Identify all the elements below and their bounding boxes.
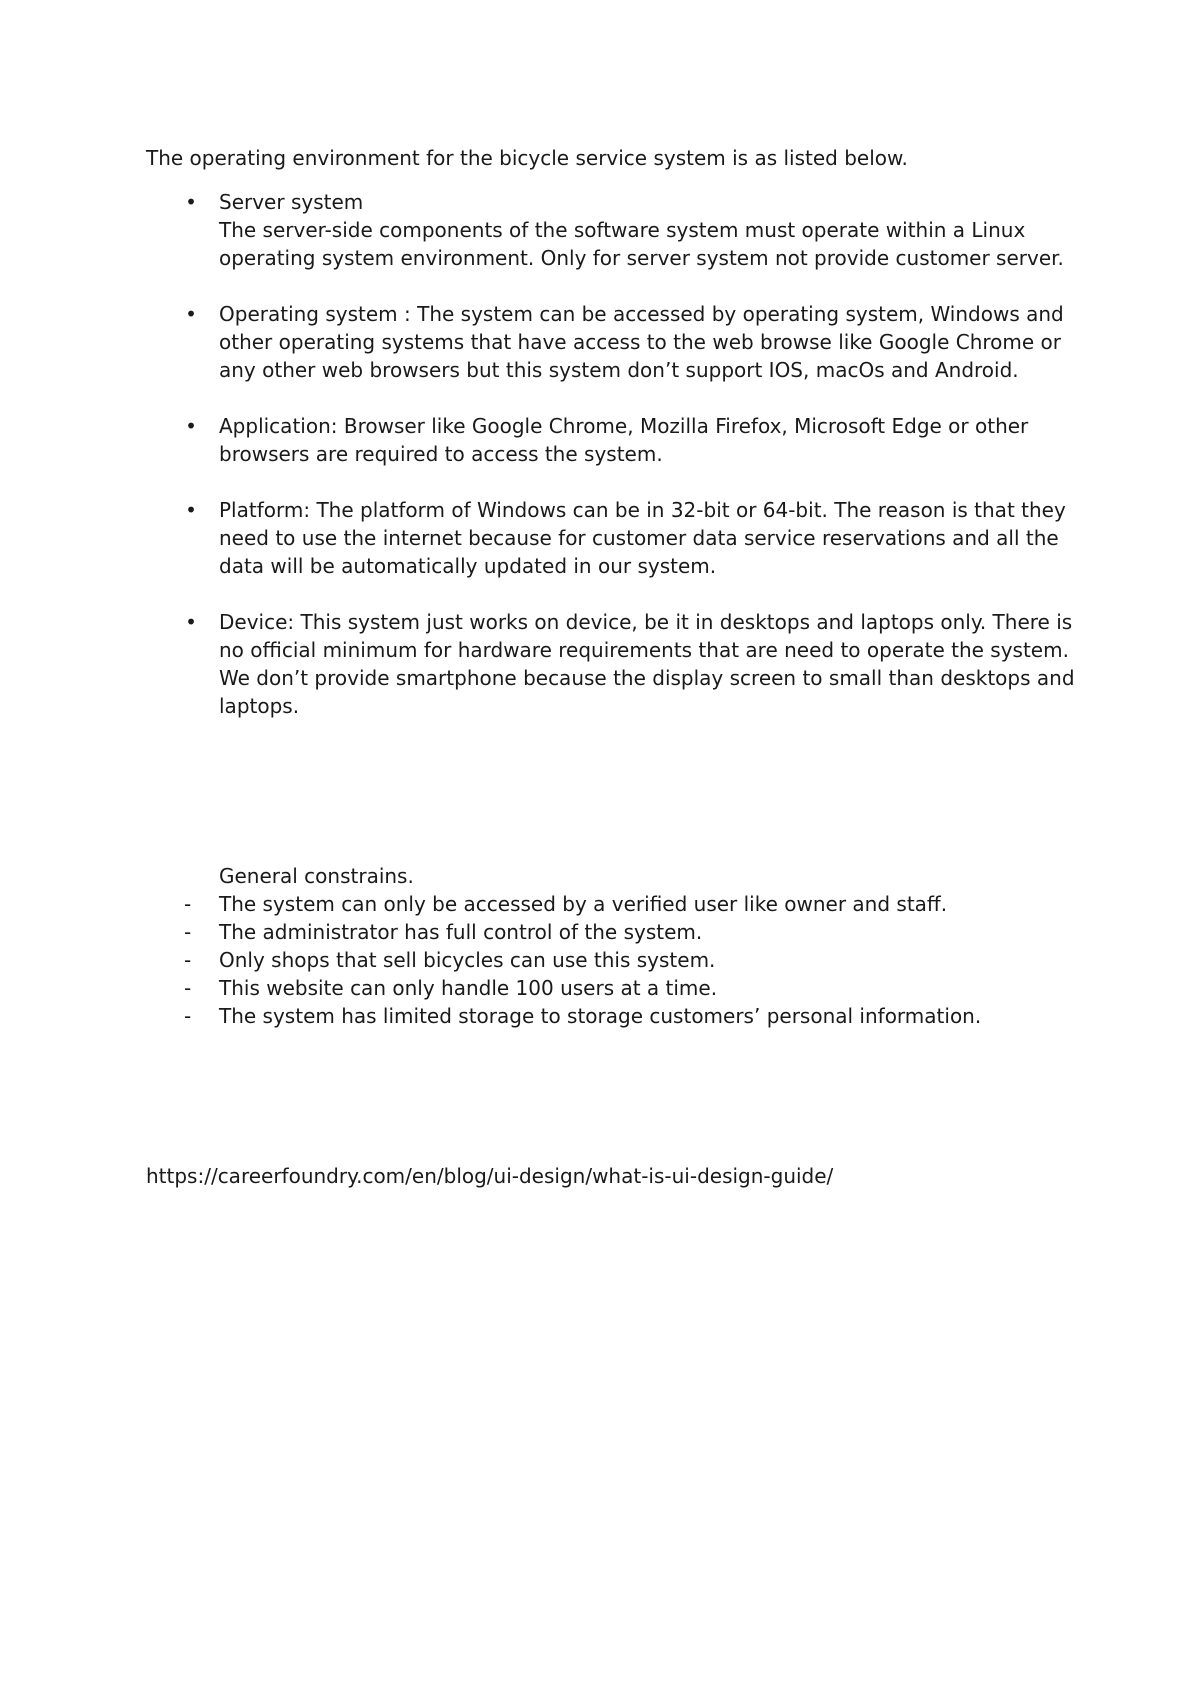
constraints-heading: General constrains.	[219, 864, 414, 888]
bullet-item-platform	[146, 496, 1076, 580]
constraint-text: The system has limited storage to storage customers’ personal information.	[219, 1004, 982, 1028]
dash-icon: -	[184, 976, 192, 1000]
bullet-text: Operating system : The system can be accessed by operating system, Windows and other operating systems that have access to the web browse like Google Chrome or any other web browsers but this system don’t support IOS, macOs and Android.	[219, 302, 1064, 382]
bullet-item-operating-system	[146, 300, 1076, 384]
constraint-item	[146, 974, 1076, 1002]
dash-icon: -	[184, 920, 192, 944]
dash-icon: -	[184, 892, 192, 916]
constraint-item	[146, 946, 1076, 974]
bullet-icon: •	[185, 302, 197, 326]
bullet-text: Application: Browser like Google Chrome, Mozilla Firefox, Microsoft Edge or other browsers are required to access the system.	[219, 414, 1029, 466]
bullet-item-server-system	[146, 188, 1076, 272]
bullet-item-device	[146, 608, 1076, 720]
intro-paragraph: The operating environment for the bicycle service system is as listed below.	[146, 146, 908, 170]
constraint-item	[146, 1002, 1076, 1030]
bullet-text: Platform: The platform of Windows can be in 32-bit or 64-bit. The reason is that they need to use the internet because for customer data service reservations and all the data will be automatically updated in our system.	[219, 498, 1066, 578]
reference-link[interactable]: https://careerfoundry.com/en/blog/ui-design/what-is-ui-design-guide/	[146, 1164, 834, 1188]
bullet-item-application	[146, 412, 1076, 468]
bullet-title: Server system	[219, 190, 364, 214]
constraint-text: This website can only handle 100 users at a time.	[219, 976, 718, 1000]
constraint-text: Only shops that sell bicycles can use this system.	[219, 948, 716, 972]
bullet-text: Device: This system just works on device, be it in desktops and laptops only. There is no official minimum for hardware requirements that are need to operate the system. We don’t provide smartphone because the display screen to small than desktops and laptops.	[219, 610, 1075, 718]
constraint-text: The administrator has full control of the system.	[219, 920, 703, 944]
constraints-list	[146, 890, 1076, 1030]
dash-icon: -	[184, 948, 192, 972]
dash-icon: -	[184, 1004, 192, 1028]
environment-bullet-list	[146, 188, 1076, 748]
constraint-item	[146, 890, 1076, 918]
bullet-icon: •	[185, 414, 197, 438]
bullet-icon: •	[185, 190, 197, 214]
constraint-text: The system can only be accessed by a verified user like owner and staff.	[219, 892, 948, 916]
constraint-item	[146, 918, 1076, 946]
bullet-text: The server-side components of the software system must operate within a Linux operating system environment. Only for server system not provide customer server.	[219, 218, 1064, 270]
bullet-icon: •	[185, 610, 197, 634]
bullet-icon: •	[185, 498, 197, 522]
